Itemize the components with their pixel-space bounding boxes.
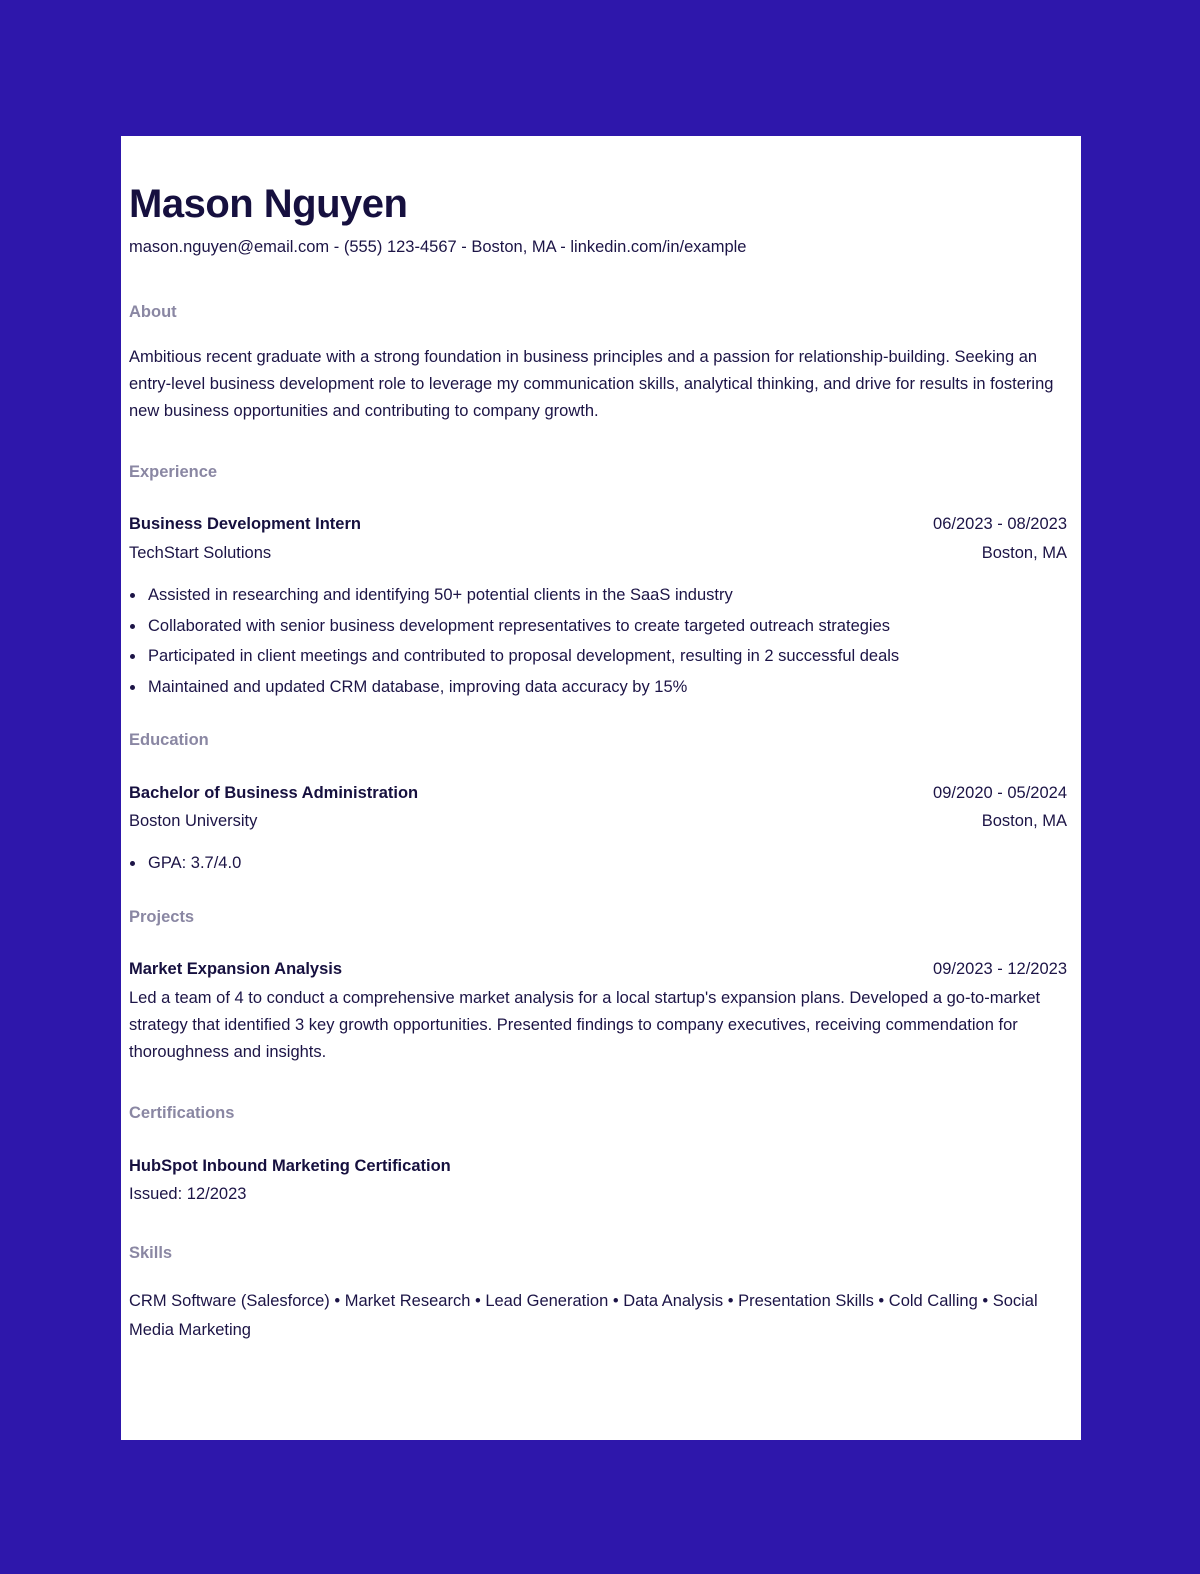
job-title: Business Development Intern	[129, 515, 361, 533]
certification-issued: Issued: 12/2023	[129, 1184, 247, 1203]
list-item: Participated in client meetings and contributed to proposal development, resulting in 2 successful deals	[129, 645, 1067, 667]
job-dates: 06/2023 - 08/2023	[933, 515, 1067, 533]
certifications-section	[129, 1102, 1067, 1205]
list-item: Collaborated with senior business development representatives to create targeted outreach strategies	[129, 615, 1067, 637]
list-item: GPA: 3.7/4.0	[129, 852, 1067, 874]
certifications-heading: Certifications	[129, 1103, 235, 1122]
experience-company-row	[129, 542, 1067, 564]
resume-page	[121, 136, 1081, 1440]
skills-heading: Skills	[129, 1243, 173, 1262]
skills-list: CRM Software (Salesforce) • Market Research • Lead Generation • Data Analysis • Presentation Skills • Cold Calling • Social Media Marketing	[129, 1291, 1038, 1339]
education-title-row	[129, 782, 1067, 804]
projects-heading: Projects	[129, 907, 195, 926]
projects-section	[129, 906, 1067, 1066]
candidate-name: Mason Nguyen	[129, 182, 408, 226]
experience-section	[129, 461, 1067, 698]
list-item: Assisted in researching and identifying 50+ potential clients in the SaaS industry	[129, 584, 1067, 606]
project-description: Led a team of 4 to conduct a comprehensive market analysis for a local startup's expansion plans. Developed a go-to-market strategy that identified 3 key growth opportunities. Presented findings to company executives, receiving commendation for thoroughness and insights.	[129, 988, 1041, 1061]
project-dates: 09/2023 - 12/2023	[933, 959, 1067, 978]
job-location: Boston, MA	[981, 544, 1067, 562]
about-heading: About	[129, 303, 177, 321]
project-title: Market Expansion Analysis	[129, 959, 343, 978]
list-item: Maintained and updated CRM database, improving data accuracy by 15%	[129, 676, 1067, 698]
experience-title-row	[129, 513, 1067, 535]
school-name: Boston University	[129, 811, 258, 830]
degree-title: Bachelor of Business Administration	[129, 783, 419, 802]
about-text: Ambitious recent graduate with a strong foundation in business principles and a passion for relationship-building. Seeking an entry-level business development role to leverage my communication skills, analytical thinking, and drive for results in fostering new business opportunities and contributing to company growth.	[129, 348, 1054, 420]
school-location: Boston, MA	[981, 811, 1067, 830]
about-section	[129, 301, 1067, 425]
company-name: TechStart Solutions	[129, 544, 272, 562]
education-dates: 09/2020 - 05/2024	[933, 783, 1067, 802]
experience-item	[129, 513, 1067, 698]
education-heading: Education	[129, 730, 209, 749]
contact-line: mason.nguyen@email.com - (555) 123-4567 - Boston, MA - linkedin.com/in/example	[129, 238, 747, 256]
certification-name: HubSpot Inbound Marketing Certification	[129, 1156, 451, 1175]
certification-item	[129, 1155, 1067, 1205]
education-section	[129, 729, 1067, 874]
project-item	[129, 958, 1067, 1066]
skills-section	[129, 1242, 1067, 1345]
education-bullets	[129, 852, 1067, 874]
project-title-row	[129, 958, 1067, 980]
experience-heading: Experience	[129, 463, 218, 481]
education-school-row	[129, 810, 1067, 832]
experience-bullets	[129, 584, 1067, 698]
education-item	[129, 782, 1067, 874]
